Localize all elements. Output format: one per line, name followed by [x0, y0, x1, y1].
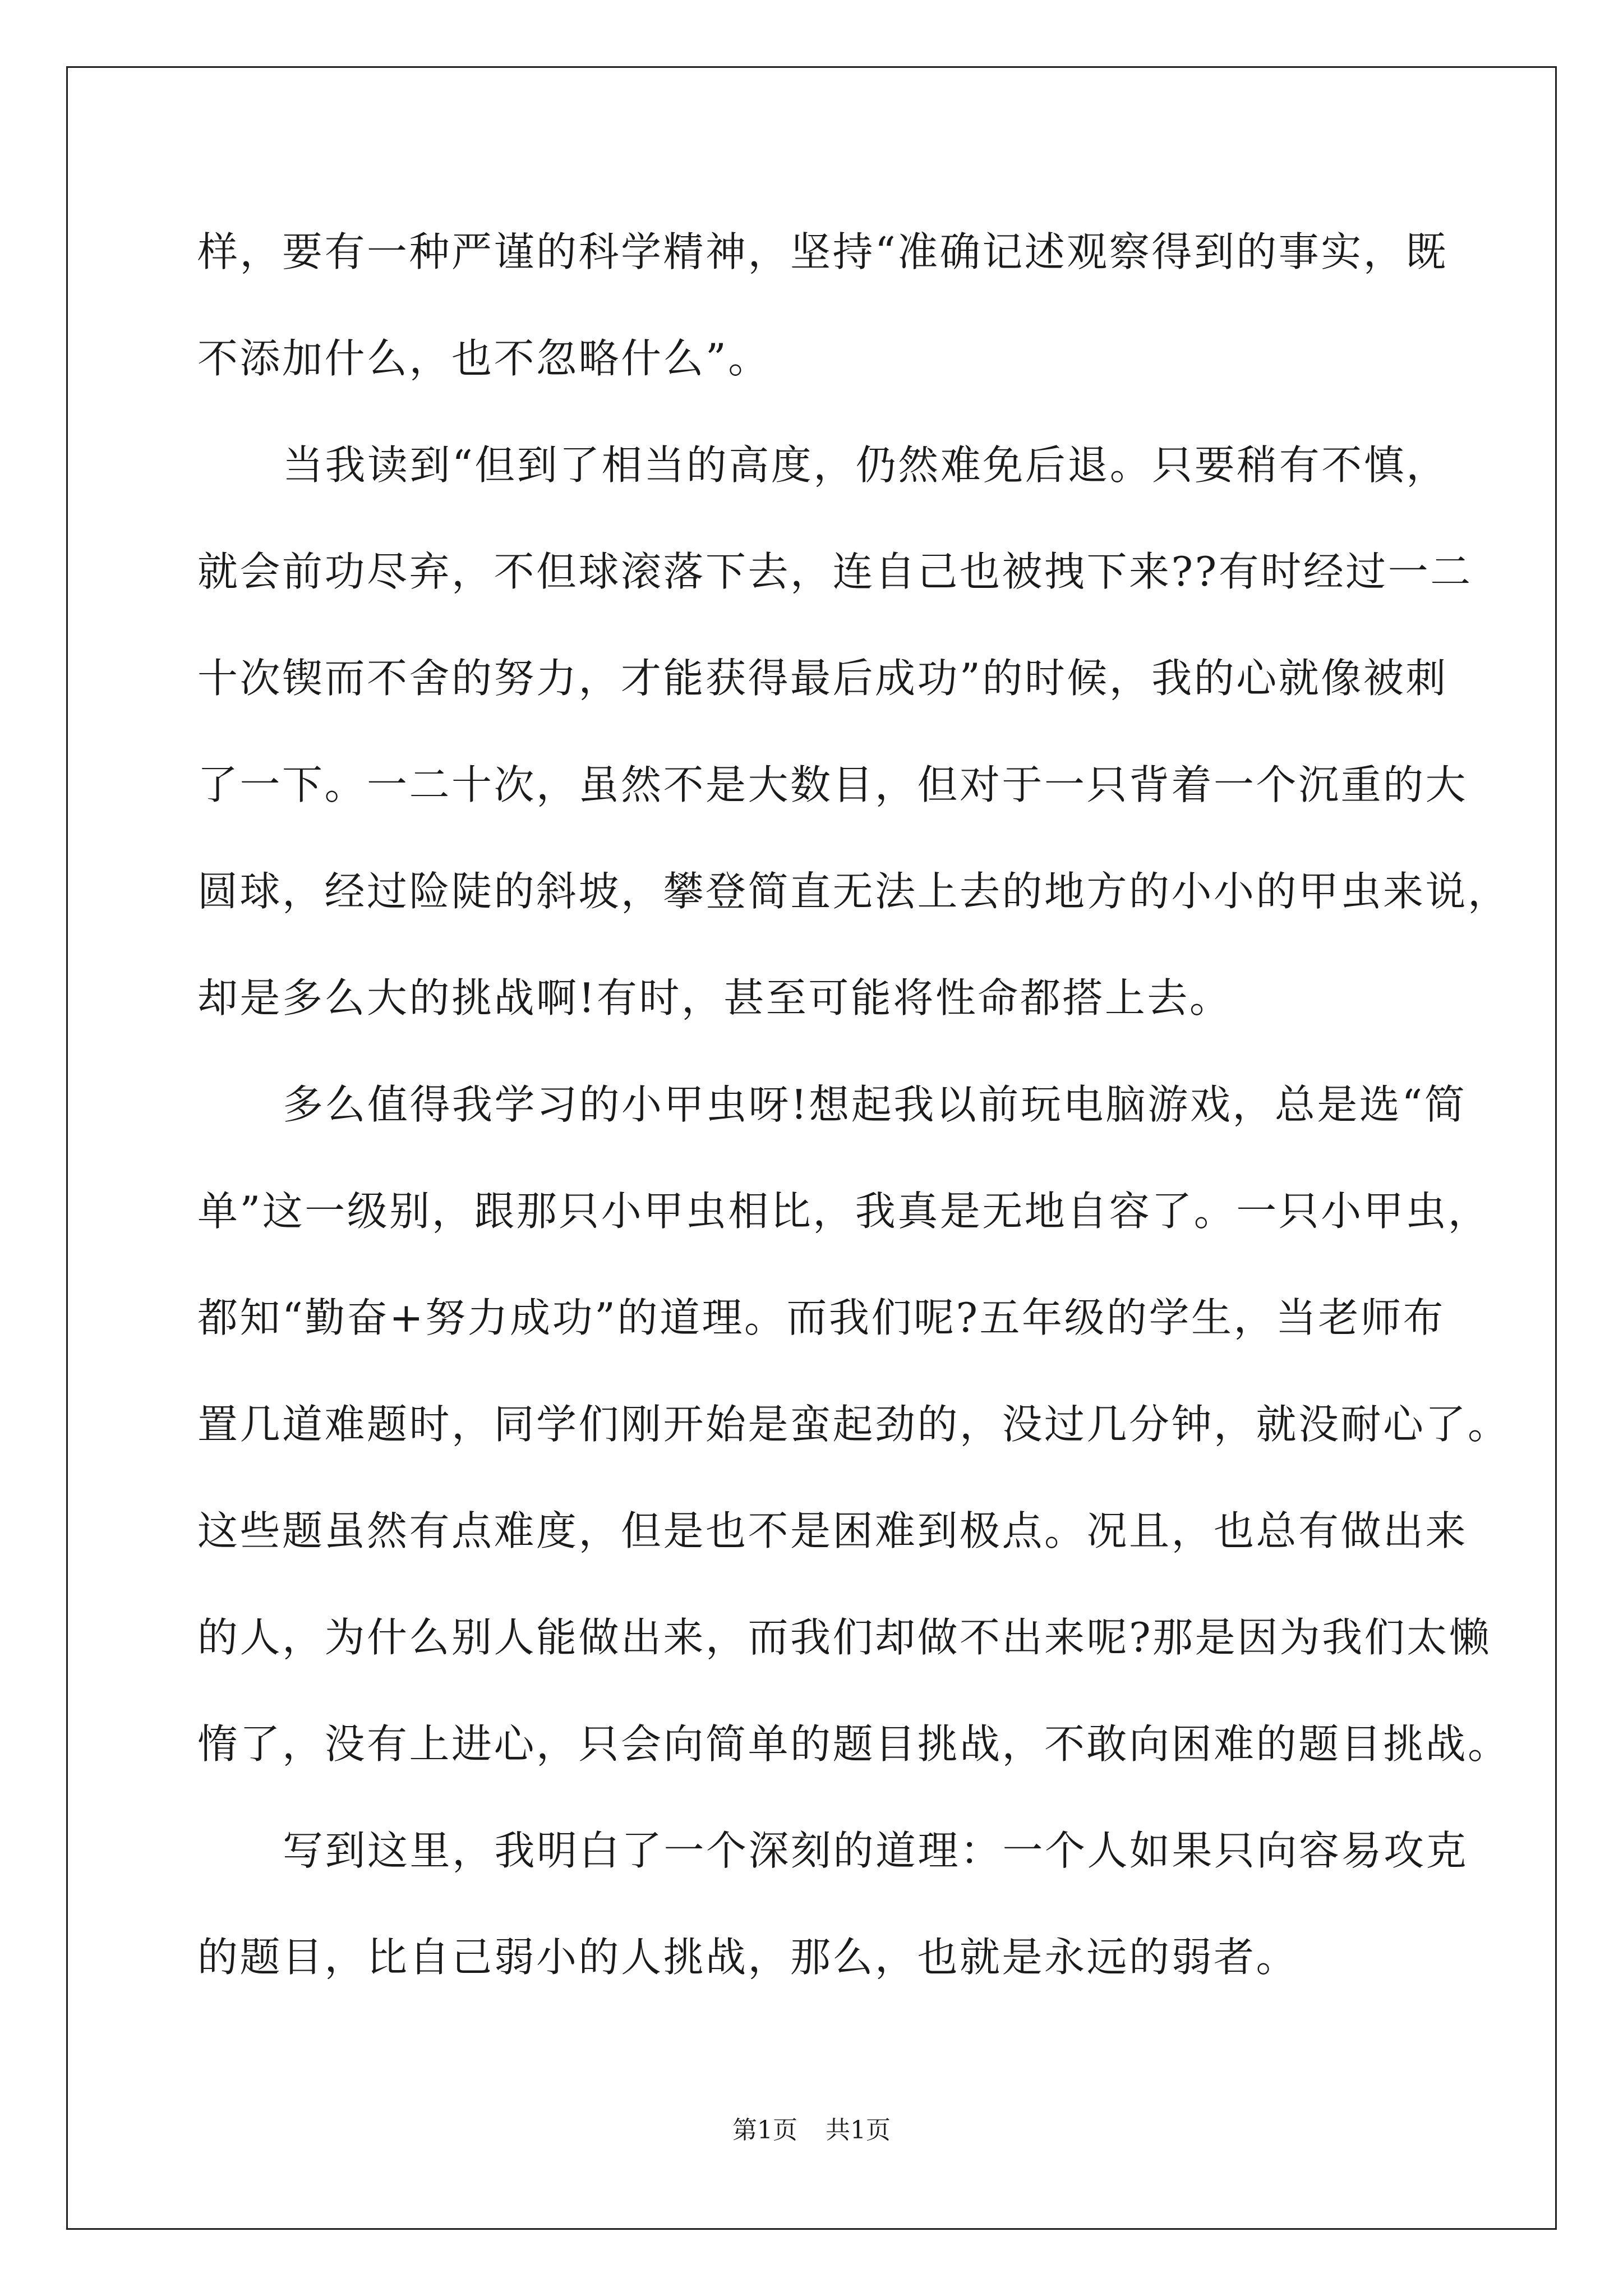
text-line: 了一下。一二十次，虽然不是大数目，但对于一只背着一个沉重的大: [197, 761, 1468, 808]
text-line: 都知“勤奋+努力成功”的道理。而我们呢?五年级的学生，当老师布: [197, 1294, 1446, 1341]
text-line: 圆球，经过险陡的斜坡，攀登简直无法上去的地方的小小的甲虫来说，: [197, 868, 1510, 915]
text-line: 单”这一级别，跟那只小甲虫相比，我真是无地自容了。一只小甲虫，: [197, 1188, 1491, 1235]
text-line: 不添加什么，也不忽略什么”。: [197, 335, 771, 382]
page-total: 共1页: [826, 2116, 891, 2145]
text-line: 样，要有一种严谨的科学精神，坚持“准确记述观察得到的事实，既: [197, 228, 1448, 275]
text-line: 却是多么大的挑战啊!有时，甚至可能将性命都搭上去。: [197, 974, 1232, 1022]
page-number: 第1页: [732, 2116, 797, 2145]
page-footer: [0, 2114, 1623, 2147]
text-line: 这些题虽然有点难度，但是也不是困难到极点。况且，也总有做出来: [197, 1507, 1468, 1554]
text-line: 写到这里，我明白了一个深刻的道理：一个人如果只向容易攻克: [283, 1827, 1469, 1874]
text-line: 当我读到“但到了相当的高度，仍然难免后退。只要稍有不慎，: [283, 441, 1449, 489]
text-line: 多么值得我学习的小甲虫呀!想起我以前玩电脑游戏，总是选“简: [283, 1081, 1467, 1128]
text-line: 十次锲而不舍的努力，才能获得最后成功”的时候，我的心就像被刺: [197, 655, 1448, 702]
text-line: 置几道难题时，同学们刚开始是蛮起劲的，没过几分钟，就没耐心了。: [197, 1401, 1510, 1448]
text-line: 的人，为什么别人能做出来，而我们却做不出来呢?那是因为我们太懒: [197, 1614, 1492, 1661]
text-line: 惰了，没有上进心，只会向简单的题目挑战，不敢向困难的题目挑战。: [197, 1720, 1510, 1768]
text-line: 就会前功尽弃，不但球滚落下去，连自己也被拽下来??有时经过一二: [197, 548, 1473, 595]
text-line: 的题目，比自己弱小的人挑战，那么，也就是永远的弱者。: [197, 1934, 1299, 1981]
document-body: [197, 215, 1510, 2027]
